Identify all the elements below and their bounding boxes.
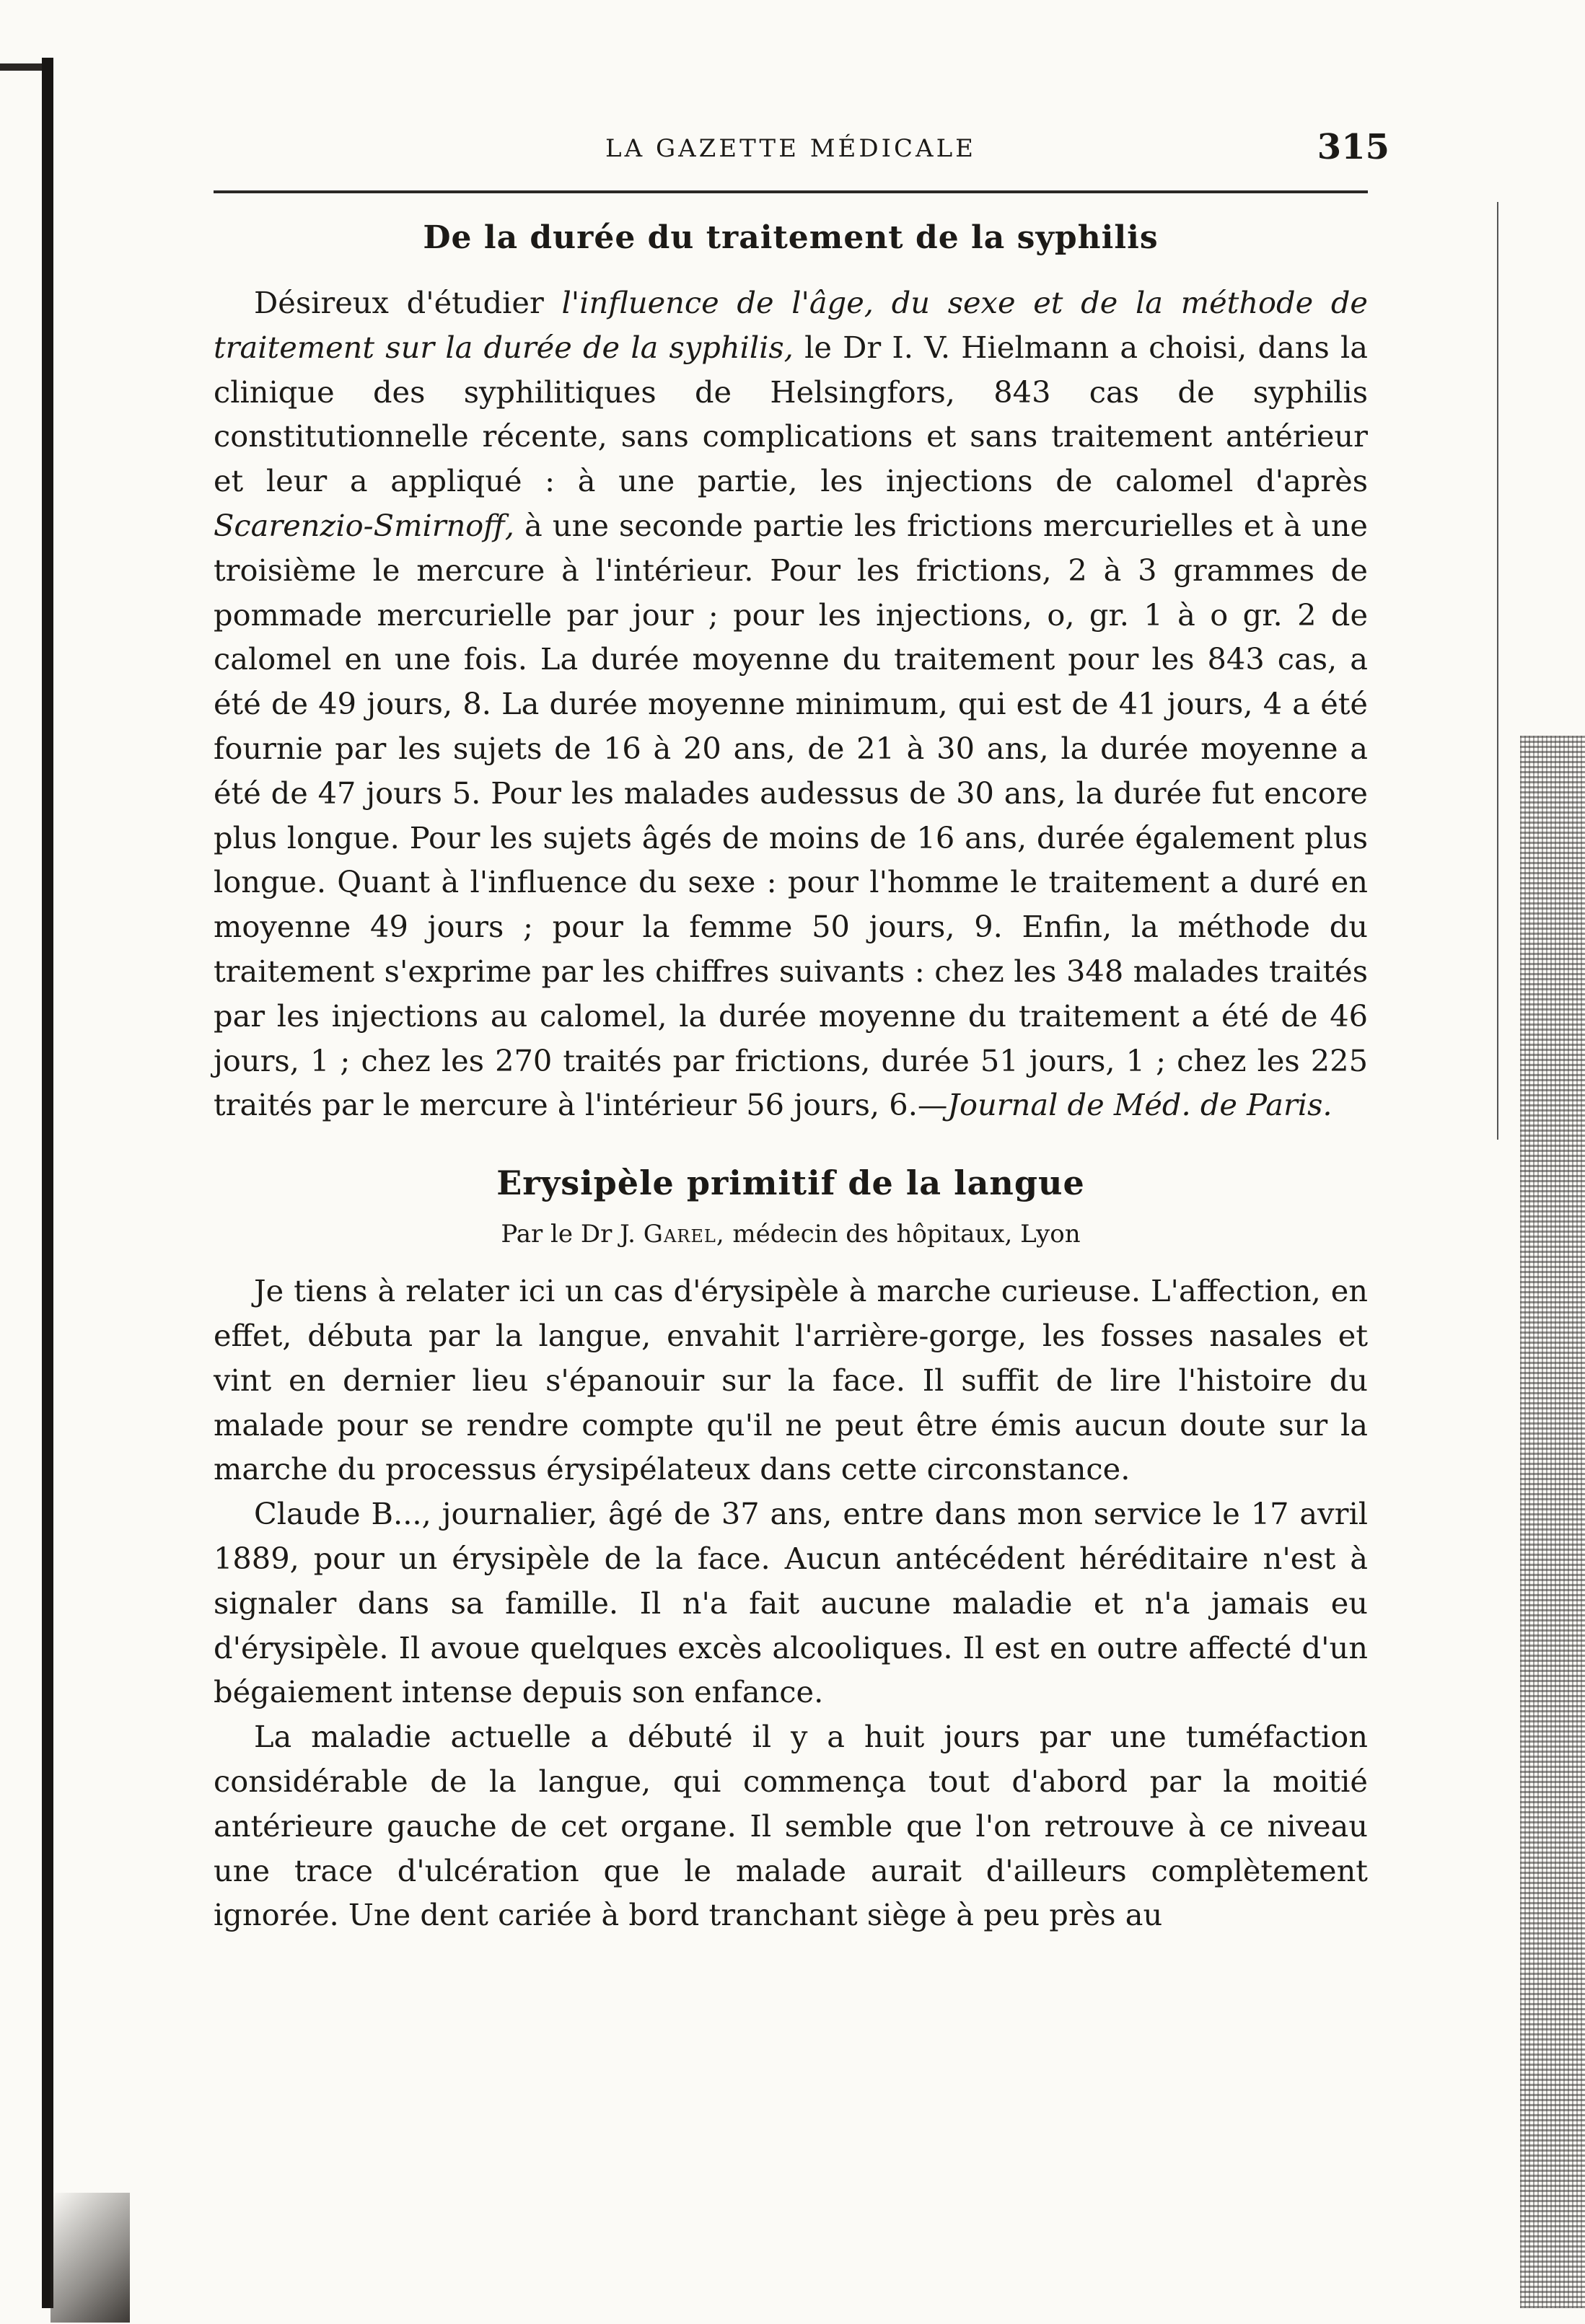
author-name: Garel, — [643, 1220, 725, 1249]
page-number: 315 — [1317, 127, 1389, 167]
article-erysipele — [214, 1163, 1368, 1937]
header-rule — [214, 190, 1368, 193]
text-run: le Dr I. V. Hielmann a choisi, dans la clinique des syphilitiques de Helsingfors, 843 cas de syphilis constitutionnelle récente, sans complications et sans traitement antérieur et leur a appliqué : à une partie, les injections de calomel d'après — [214, 329, 1368, 499]
scan-right-edge — [1520, 736, 1585, 2308]
running-title: LA GAZETTE MÉDICALE — [605, 134, 976, 163]
source-citation: Journal de Méd. de Paris. — [947, 1087, 1332, 1123]
text-run: à une seconde partie les frictions mercurielles et à une troisième le mercure à l'intérieur. Pour les frictions, 2 à 3 grammes de pommade mercurielle par jour ; pour les injections, o, gr. 1 à o gr. 2 de calomel en une fois. La durée moyenne du traitement pour les 843 cas, a été de 49 jours, 8. La durée moyenne minimum, qui est de 41 jours, 4 a été fournie par les sujets de 16 à 20 ans, de 21 à 30 ans, la durée moyenne a été de 47 jours 5. Pour les malades audessus de 30 ans, la durée fut encore plus longue. Pour les sujets âgés de moins de 16 ans, durée également plus longue. Quant à l'influence du sexe : pour l'homme le traitement a duré en moyenne 49 jours ; pour la femme 50 jours, 9. Enfin, la méthode du traitement s'exprime par les chiffres suivants : chez les 348 malades traités par les injections au calomel, la durée moyenne du traitement a été de 46 jours, 1 ; chez les 270 traités par frictions, durée 51 jours, 1 ; chez les 225 traités par le mercure à l'intérieur 56 jours, 6.— — [214, 507, 1368, 1123]
byline-text: médecin des hôpitaux, Lyon — [724, 1220, 1081, 1249]
byline-text: Par le Dr J. — [501, 1220, 644, 1249]
running-head — [214, 127, 1389, 185]
article-paragraph: Claude B..., journalier, âgé de 37 ans, entre dans mon service le 17 avril 1889, pour un érysipèle de la face. Aucun antécédent héréditaire n'est à signaler dans sa famille. Il n'a fait aucune maladie et n'a jamais eu d'érysipèle. Il avoue quelques excès alcooliques. Il est en outre affecté d'un bégaiement intense depuis son enfance. — [214, 1496, 1368, 1710]
italic-run: l'influence de l'âge, du sexe et de la méthode de traitement sur la durée de la syphilis, — [214, 285, 1368, 365]
page — [214, 127, 1389, 1937]
scan-left-edge-shadow — [51, 2193, 130, 2323]
article-paragraph — [214, 281, 1368, 1127]
article-title: Erysipèle primitif de la langue — [496, 1163, 1085, 1203]
italic-run: Scarenzio-Smirnoff, — [214, 507, 514, 543]
article-syphilis — [214, 219, 1368, 1127]
article-paragraph: Je tiens à relater ici un cas d'érysipèle à marche curieuse. L'affection, en effet, débuta par la langue, envahit l'arrière-gorge, les fosses nasales et vint en dernier lieu s'épanouir sur la face. Il suffit de lire l'histoire du malade pour se rendre compte qu'il ne peut être émis aucun doute sur la marche du processus érysipélateux dans cette circonstance. — [214, 1273, 1368, 1487]
text-run: Désireux d'étudier — [254, 285, 562, 320]
scan-right-line — [1497, 202, 1498, 1140]
scan-left-edge — [42, 58, 53, 2308]
article-paragraph: La maladie actuelle a débuté il y a huit jours par une tuméfaction considérable de la langue, qui commença tout d'abord par la moitié antérieure gauche de cet organe. Il semble que l'on retrouve à ce niveau une trace d'ulcération que le malade aurait d'ailleurs complètement ignorée. Une dent cariée à bord tranchant siège à peu près au — [214, 1719, 1368, 1933]
byline — [214, 1220, 1368, 1249]
article-title: De la durée du traitement de la syphilis — [423, 219, 1159, 256]
